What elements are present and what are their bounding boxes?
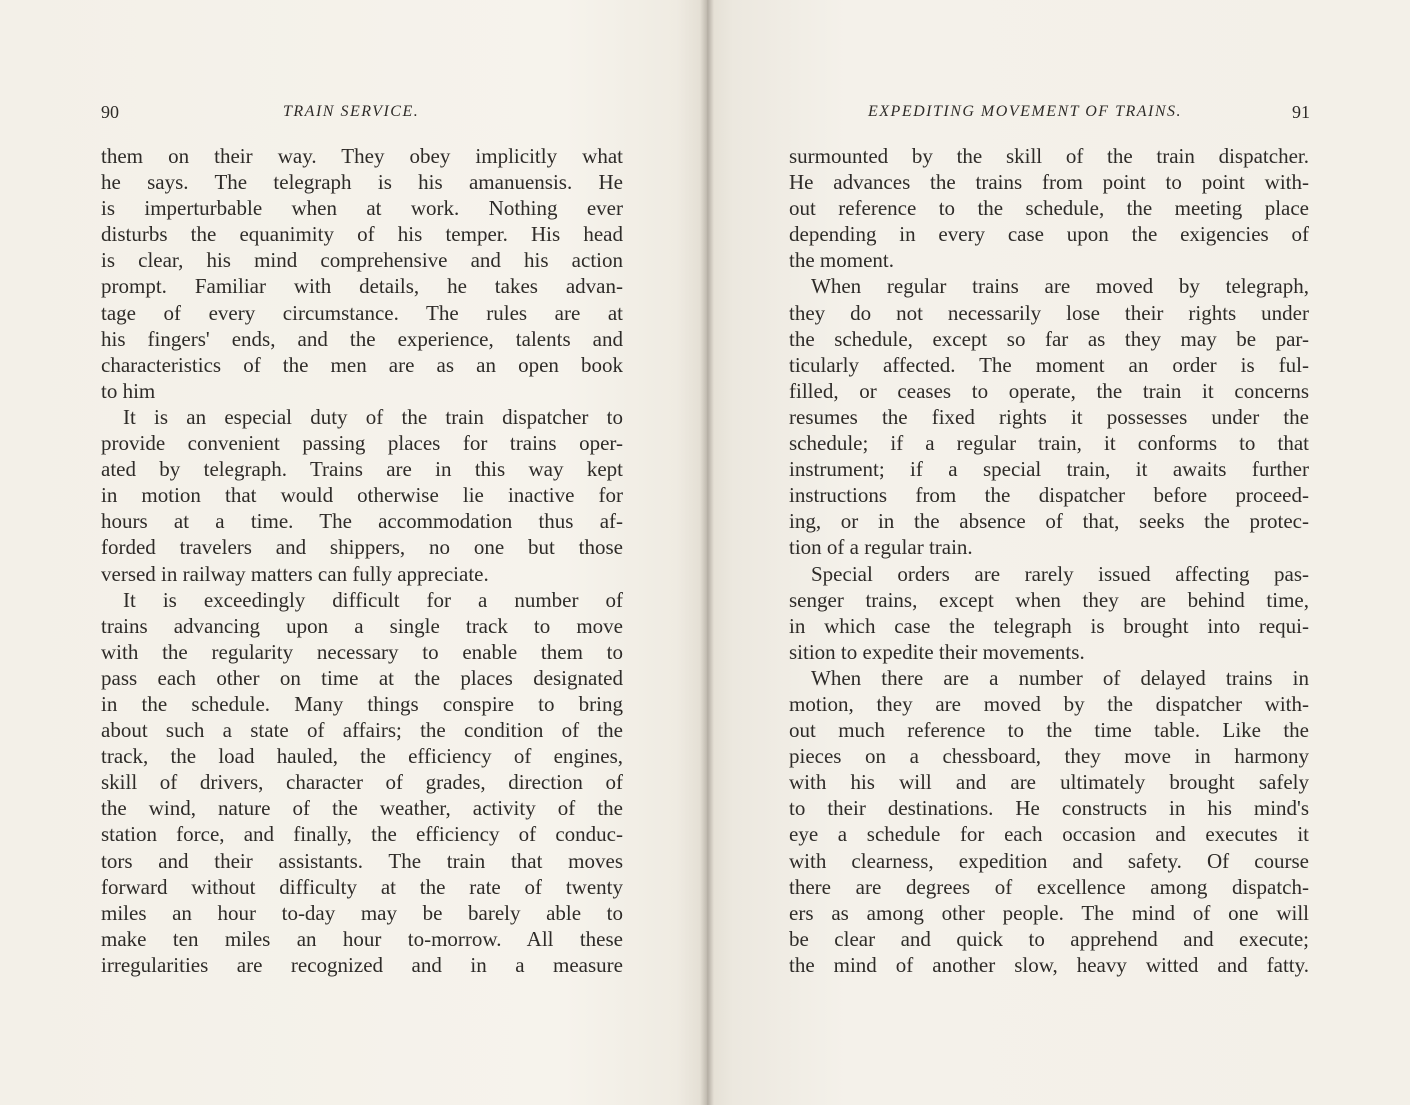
text-line: depending in every case upon the exigencies of [789, 222, 1309, 247]
text-line: characteristics of the men are as an open book [101, 352, 623, 377]
text-line: his fingers' ends, and the experience, talents and [101, 326, 623, 351]
text-line: trains advancing upon a single track to move [101, 613, 623, 638]
text-line: versed in railway matters can fully appreciate. [101, 561, 489, 586]
text-line: sition to expedite their movements. [789, 639, 1085, 664]
text-line: miles an hour to-day may be barely able to [101, 900, 623, 925]
right-page-number: 91 [1292, 102, 1310, 122]
text-line: schedule; if a regular train, it conforms to that [789, 431, 1309, 456]
right-running-title: EXPEDITING MOVEMENT OF TRAINS. [868, 103, 1183, 120]
text-line: ers as among other people. The mind of one will [789, 900, 1309, 925]
text-line: track, the load hauled, the efficiency of engines, [101, 744, 623, 769]
text-line: with clearness, expedition and safety. Of course [789, 848, 1309, 873]
text-line: to their destinations. He constructs in his mind's [789, 796, 1309, 821]
text-line: to him [101, 378, 156, 403]
text-line: pass each other on time at the places designated [101, 665, 623, 690]
left-page [0, 0, 700, 1105]
text-line: ticularly affected. The moment an order is ful- [789, 352, 1309, 377]
text-line: resumes the fixed rights it possesses under the [789, 404, 1309, 429]
text-line: be clear and quick to apprehend and execute; [789, 926, 1309, 951]
text-line: instrument; if a special train, it awaits further [789, 457, 1309, 482]
book-gutter [700, 0, 714, 1105]
right-page [714, 0, 1410, 1105]
text-line: forward without difficulty at the rate of twenty [101, 874, 623, 899]
text-line: the mind of another slow, heavy witted and fatty. [789, 952, 1309, 977]
left-page-number: 90 [101, 102, 119, 122]
right-page-text [789, 143, 1309, 978]
text-line: with his will and are ultimately brought safely [789, 770, 1309, 795]
text-line: ing, or in the absence of that, seeks the protec- [789, 509, 1309, 534]
text-line: out reference to the schedule, the meeting place [789, 196, 1309, 221]
text-line: the wind, nature of the weather, activity of the [101, 796, 623, 821]
text-line: they do not necessarily lose their rights under [789, 300, 1309, 325]
text-line: instructions from the dispatcher before proceed- [789, 483, 1309, 508]
text-line: irregularities are recognized and in a measure [101, 952, 623, 977]
text-line: When regular trains are moved by telegraph, [811, 274, 1309, 299]
text-line: tion of a regular train. [789, 535, 973, 560]
text-line: He advances the trains from point to point with- [789, 170, 1309, 195]
text-line: out much reference to the time table. Like the [789, 718, 1309, 743]
text-line: prompt. Familiar with details, he takes advan- [101, 274, 623, 299]
text-line: It is exceedingly difficult for a number of [123, 587, 623, 612]
text-line: skill of drivers, character of grades, direction of [101, 770, 623, 795]
text-line: provide convenient passing places for trains oper- [101, 431, 623, 456]
text-line: with the regularity necessary to enable them to [101, 639, 623, 664]
text-line: station force, and finally, the efficiency of conduc- [101, 822, 623, 847]
text-line: in which case the telegraph is brought into requi- [789, 613, 1309, 638]
text-line: make ten miles an hour to-morrow. All these [101, 926, 623, 951]
left-page-text [101, 143, 623, 978]
left-running-head [101, 100, 623, 124]
text-line: surmounted by the skill of the train dispatcher. [789, 144, 1309, 168]
text-line: forded travelers and shippers, no one but those [101, 535, 623, 560]
text-line: When there are a number of delayed trains in [811, 665, 1309, 690]
text-line: motion, they are moved by the dispatcher with- [789, 691, 1309, 716]
text-line: is imperturbable when at work. Nothing ever [101, 196, 623, 221]
text-line: the schedule, except so far as they may be par- [789, 326, 1309, 351]
text-line: about such a state of affairs; the condition of the [101, 718, 623, 743]
text-line: in motion that would otherwise lie inactive for [101, 483, 623, 508]
text-line: tage of every circumstance. The rules are at [101, 300, 623, 325]
text-line: them on their way. They obey implicitly what [101, 144, 623, 168]
text-line: pieces on a chessboard, they move in harmony [789, 744, 1309, 769]
text-line: he says. The telegraph is his amanuensis. He [101, 170, 623, 195]
text-line: hours at a time. The accommodation thus af- [101, 509, 623, 534]
text-line: It is an especial duty of the train dispatcher to [123, 404, 623, 429]
text-line: in the schedule. Many things conspire to bring [101, 691, 623, 716]
text-line: eye a schedule for each occasion and executes it [789, 822, 1309, 847]
text-line: senger trains, except when they are behind time, [789, 587, 1309, 612]
text-line: tors and their assistants. The train that moves [101, 848, 623, 873]
text-line: there are degrees of excellence among dispatch- [789, 874, 1309, 899]
text-line: ated by telegraph. Trains are in this way kept [101, 457, 623, 482]
text-line: filled, or ceases to operate, the train it concerns [789, 378, 1309, 403]
text-line: is clear, his mind comprehensive and his action [101, 248, 623, 273]
text-line: Special orders are rarely issued affecting pas- [811, 561, 1309, 586]
text-line: disturbs the equanimity of his temper. His head [101, 222, 623, 247]
text-line: the moment. [789, 248, 894, 273]
left-running-title: TRAIN SERVICE. [283, 103, 420, 120]
right-running-head [868, 100, 1310, 124]
